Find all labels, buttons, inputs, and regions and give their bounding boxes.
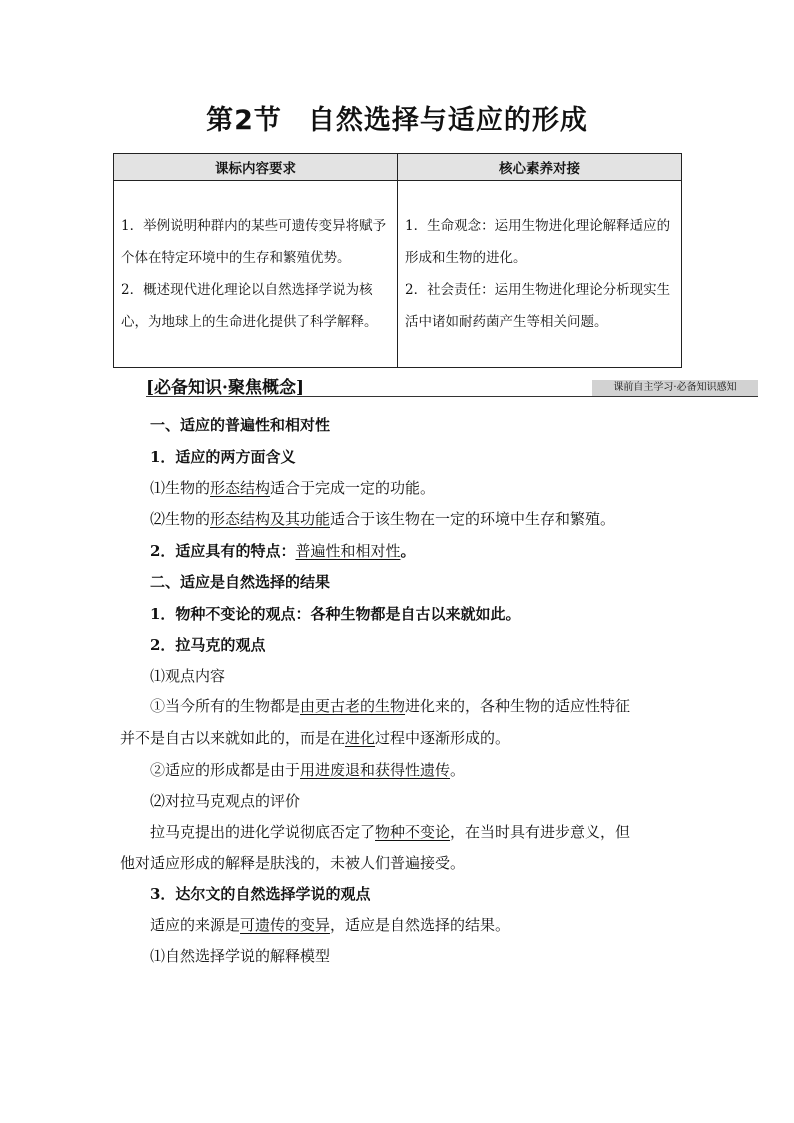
section-title: 自然选择与适应的形成	[307, 105, 588, 136]
standard-item: 1．举例说明种群内的某些可遗传变异将赋予个体在特定环境中的生存和繁殖优势。	[121, 218, 387, 266]
heading-2-2: 2．拉马克的观点	[150, 636, 266, 654]
paragraph-10: 适应的来源是可遗传的变异，适应是自然选择的结果。	[150, 916, 511, 934]
paragraph-6: ①当今所有的生物都是由更古老的生物进化来的，各种生物的适应性特征	[150, 697, 631, 715]
page-title	[0, 98, 794, 137]
paragraph-5: ⑴观点内容	[150, 667, 226, 685]
requirements-table	[113, 153, 682, 368]
competency-item: 2．社会责任：运用生物进化理论分析现实生活中诸如耐药菌产生等相关问题。	[405, 282, 671, 330]
heading-1-1: 1．适应的两方面含义	[150, 448, 296, 466]
competency-item: 1．生命观念：运用生物进化理论解释适应的形成和生物的进化。	[405, 218, 671, 266]
section-number: 第2节	[206, 105, 282, 136]
competencies-cell	[398, 181, 682, 368]
section-tag: 课前自主学习·必备知识感知	[592, 380, 758, 396]
paragraph-9-cont: 他对适应形成的解释是肤浅的，未被人们普遍接受。	[120, 854, 466, 872]
paragraph-8: ⑵对拉马克观点的评价	[150, 792, 301, 810]
paragraph-3: 2．适应具有的特点：普遍性和相对性。	[150, 542, 416, 560]
heading-2: 二、适应是自然选择的结果	[150, 573, 331, 591]
paragraph-11: ⑴自然选择学说的解释模型	[150, 947, 331, 965]
standard-item: 2．概述现代进化理论以自然选择学说为核心，为地球上的生命进化提供了科学解释。	[121, 282, 378, 330]
paragraph-2: ⑵生物的形态结构及其功能适合于该生物在一定的环境中生存和繁殖。	[150, 510, 616, 528]
standards-cell	[114, 181, 398, 368]
section-heading: [必备知识·聚焦概念]	[146, 378, 305, 398]
paragraph-1: ⑴生物的形态结构适合于完成一定的功能。	[150, 479, 436, 497]
heading-2-3: 3．达尔文的自然选择学说的观点	[150, 885, 371, 903]
paragraph-9: 拉马克提出的进化学说彻底否定了物种不变论，在当时具有进步意义，但	[150, 823, 631, 841]
table-header-competencies: 核心素养对接	[398, 154, 682, 181]
paragraph-4: 1．物种不变论的观点：各种生物都是自古以来就如此。	[150, 605, 521, 623]
section-divider	[146, 396, 758, 397]
paragraph-6-cont: 并不是自古以来就如此的，而是在进化过程中逐渐形成的。	[120, 729, 511, 747]
heading-1: 一、适应的普遍性和相对性	[150, 416, 331, 434]
table-header-standards: 课标内容要求	[114, 154, 398, 181]
paragraph-7: ②适应的形成都是由于用进废退和获得性遗传。	[150, 761, 466, 779]
